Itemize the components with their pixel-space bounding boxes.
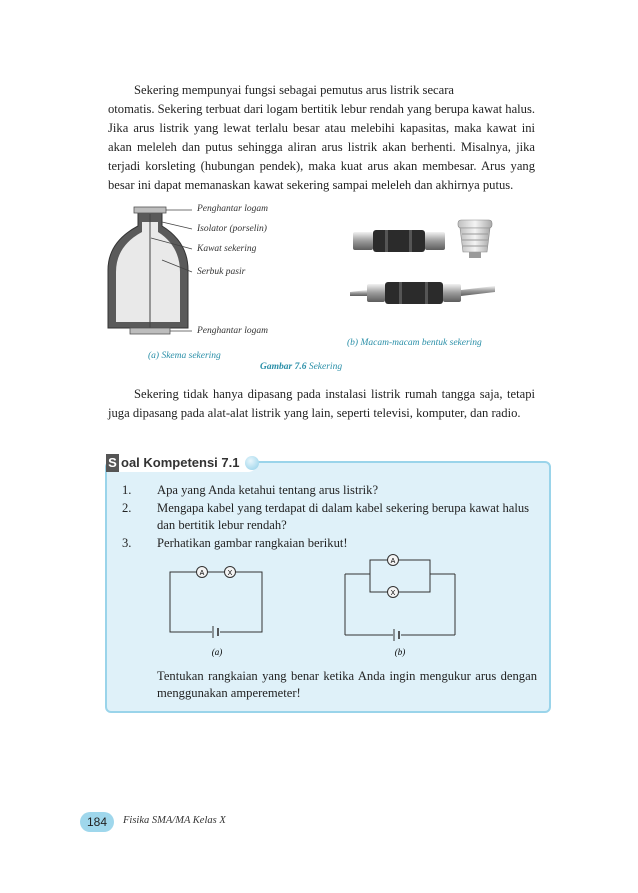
- caption-a: (a) Skema sekering: [148, 351, 221, 361]
- paragraph-fuse-function: [108, 81, 535, 195]
- question-text: Mengapa kabel yang terdapat di dalam kabel sekering berupa kawat halus dan bertitik lebur rendah?: [157, 501, 530, 532]
- label-isolator: Isolator (porselin): [197, 224, 267, 234]
- label-penghantar-bottom: Penghantar logam: [197, 326, 268, 336]
- circuit-label-a: (a): [211, 647, 223, 657]
- lamp-symbol-a: X: [227, 570, 233, 577]
- ammeter-symbol-b: A: [390, 558, 396, 565]
- paragraph-line-1: Sekering mempunyai fungsi sebagai pemutus arus listrik secara: [134, 83, 455, 97]
- label-kawat: Kawat sekering: [197, 244, 257, 254]
- label-serbuk: Serbuk pasir: [197, 267, 246, 277]
- question-number: 2.: [122, 501, 132, 515]
- question-text: Perhatikan gambar rangkaian berikut!: [157, 536, 348, 550]
- question-instruction: Tentukan rangkaian yang benar ketika Anda ingin mengukur arus dengan menggunakan amperemeter!: [157, 669, 537, 700]
- figure-title: Sekering: [308, 362, 343, 372]
- question-item: [122, 482, 536, 499]
- label-penghantar-top: Penghantar logam: [197, 204, 268, 214]
- question-number: 1.: [122, 483, 132, 497]
- figure-caption: [260, 362, 342, 372]
- page-number: 184: [80, 812, 114, 832]
- question-item: [122, 500, 536, 534]
- bubble-icon: [245, 456, 259, 470]
- exercise-heading-text: oal Kompetensi 7.1: [119, 454, 257, 472]
- ammeter-symbol-a: A: [199, 570, 205, 577]
- exercise-heading: [106, 454, 266, 472]
- circuit-diagram-a: [160, 560, 270, 660]
- circuit-label-b: (b): [394, 647, 406, 657]
- question-list: [122, 482, 536, 553]
- figure-number: Gambar 7.6: [260, 362, 307, 372]
- paragraph-usage-text: Sekering tidak hanya dipasang pada instalasi listrik rumah tangga saja, tetapi juga dipasang pada alat-alat listrik yang lain, seperti televisi, komputer, dan radio.: [108, 387, 535, 420]
- circuit-diagram-b: [335, 550, 465, 662]
- fuse-types-illustration: [345, 212, 505, 312]
- paragraph-fuse-usage: [108, 385, 535, 423]
- paragraph-body: otomatis. Sekering terbuat dari logam bertitik lebur rendah yang berupa kawat halus. Jika arus listrik yang lewat terlalu besar atau melebihi kapasitas, maka kawat ini akan meleleh dan putus sehingga aliran arus listrik akan berhenti. Misalnya, jika terjadi korsleting (hubungan pendek), maka kuat arus akan membesar. Arus yang besar ini dapat memanaskan kawat sekering sampai meleleh dan akhirnya putus.: [108, 102, 536, 192]
- question-item: [122, 535, 536, 552]
- lamp-symbol-b: X: [390, 590, 396, 597]
- question-text: Apa yang Anda ketahui tentang arus listrik?: [157, 483, 379, 497]
- caption-b: (b) Macam-macam bentuk sekering: [347, 338, 482, 348]
- book-title: Fisika SMA/MA Kelas X: [123, 815, 226, 826]
- exercise-heading-initial: S: [106, 454, 119, 472]
- question-number: 3.: [122, 536, 132, 550]
